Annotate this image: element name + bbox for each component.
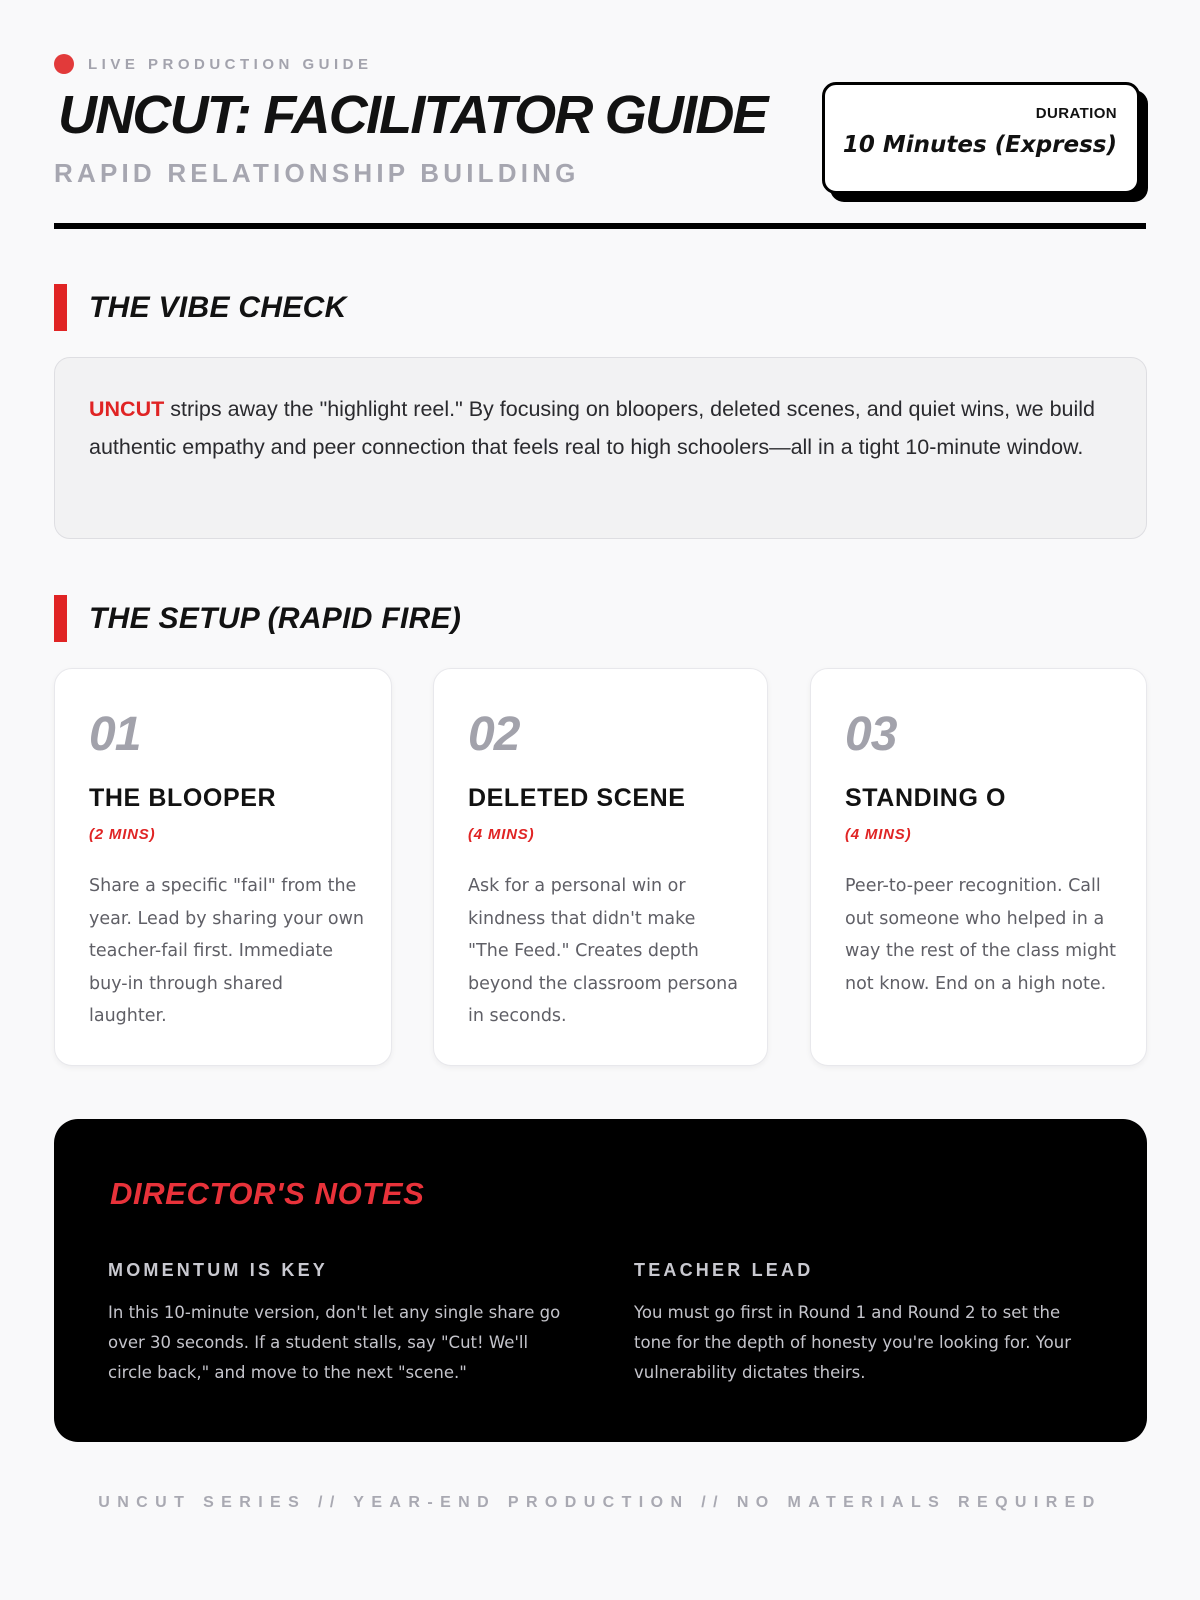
step-description: Peer-to-peer recognition. Call out someone who helped in a way the rest of the class might not know. End on a high note. <box>845 876 1117 994</box>
note-title: MOMENTUM IS KEY <box>108 1260 329 1280</box>
note-body: You must go first in Round 1 and Round 2 to set the tone for the depth of honesty you're looking for. Your vulnerability dictates theirs. <box>634 1303 1071 1382</box>
eyebrow <box>54 54 373 74</box>
duration-value: 10 Minutes (Express) <box>842 132 1117 158</box>
note-body: In this 10-minute version, don't let any single share go over 30 seconds. If a student stalls, say "Cut! We'll circle back," and move to the next "scene." <box>108 1303 561 1382</box>
vibe-brand: UNCUT <box>89 397 165 421</box>
duration-label: DURATION <box>1035 105 1117 122</box>
duration-box <box>822 82 1140 194</box>
live-dot-icon <box>54 54 74 74</box>
setup-section-heading <box>54 595 461 642</box>
step-number: 02 <box>468 708 520 761</box>
section-accent-bar <box>54 284 67 331</box>
header-divider <box>54 223 1146 229</box>
page-subtitle: RAPID RELATIONSHIP BUILDING <box>54 158 580 188</box>
eyebrow-text: LIVE PRODUCTION GUIDE <box>88 55 373 73</box>
vibe-heading: THE VIBE CHECK <box>89 290 347 324</box>
vibe-section-heading <box>54 284 347 331</box>
vibe-box <box>54 357 1147 539</box>
step-card-standing-o <box>810 668 1147 1066</box>
section-accent-bar <box>54 595 67 642</box>
note-momentum <box>108 1260 568 1388</box>
step-title: DELETED SCENE <box>468 784 686 812</box>
step-title: THE BLOOPER <box>89 784 277 812</box>
setup-heading: THE SETUP (RAPID FIRE) <box>89 601 462 635</box>
step-number: 01 <box>89 708 141 761</box>
notes-heading: DIRECTOR'S NOTES <box>110 1176 425 1211</box>
footer: UNCUT SERIES // YEAR-END PRODUCTION // NO MATERIALS REQUIRED <box>98 1494 1102 1511</box>
step-description: Ask for a personal win or kindness that didn't make "The Feed." Creates depth beyond the classroom persona in seconds. <box>468 876 738 1026</box>
step-title: STANDING O <box>845 784 1007 812</box>
note-teacher-lead <box>634 1260 1084 1388</box>
setup-cards <box>54 668 1147 1066</box>
step-time: (4 MINS) <box>468 826 535 843</box>
header <box>54 0 1146 232</box>
vibe-text: strips away the "highlight reel." By focusing on bloopers, deleted scenes, and quiet wins, we build authentic empathy and peer connection that feels real to high schoolers—all in a tight 10-minute window. <box>89 397 1095 459</box>
step-card-deleted-scene <box>433 668 768 1066</box>
directors-notes <box>54 1119 1147 1442</box>
step-description: Share a specific "fail" from the year. Lead by sharing your own teacher-fail first. Immediate buy-in through shared laughter. <box>89 876 364 1026</box>
step-number: 03 <box>845 708 897 761</box>
step-time: (4 MINS) <box>845 826 912 843</box>
step-time: (2 MINS) <box>89 826 156 843</box>
note-title: TEACHER LEAD <box>634 1260 814 1280</box>
step-card-blooper <box>54 668 392 1066</box>
vibe-paragraph <box>89 391 1112 466</box>
page-title: UNCUT: FACILITATOR GUIDE <box>58 85 767 145</box>
